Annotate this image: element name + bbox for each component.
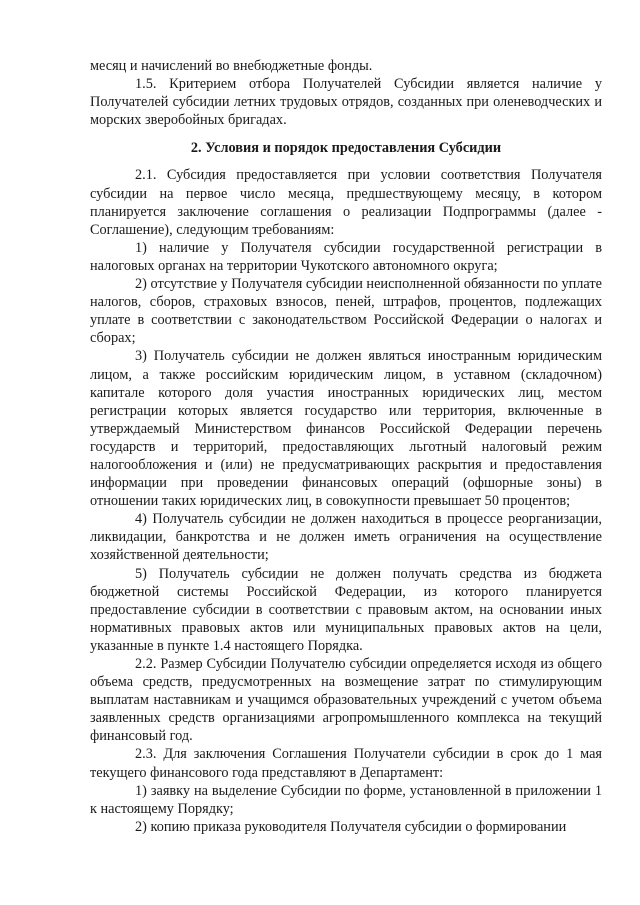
paragraph-2-3-item-2: 2) копию приказа руководителя Получателя субсидии о формировании	[135, 818, 567, 835]
paragraph-continuation: месяц и начислений во внебюджетные фонды.	[90, 58, 373, 74]
paragraph-item-1: 1) наличие у Получателя субсидии государственной регистрации в налоговых органах на территории Чукотского автономного округа;	[90, 239, 602, 274]
document-page	[90, 57, 602, 836]
paragraph-item-2: 2) отсутствие у Получателя субсидии неисполненной обязанности по уплате налогов, сборов, страховых взносов, пеней, штрафов, процентов, подлежащих уплате в соответствии с законодательством Российской Федерации о налогах и сборах;	[90, 276, 602, 347]
paragraph-item-3: 3) Получатель субсидии не должен являться иностранным юридическим лицом, а также российским юридическим лицом, в уставном (складочном) капитале которого доля участия иностранных юридических лиц, местом регистрации которых является государство или территория, включенные в утверждаемый Министерством финансов Российской Федерации перечень государств и территорий, предоставляющих льготный налоговый режим налогообложения и (или) не предусматривающих раскрытия и предоставления информации при проведении финансовых операций (офшорные зоны) в отношении таких юридических лиц, в совокупности превышает 50 процентов;	[90, 348, 602, 510]
paragraph-2-3-item-1: 1) заявку на выделение Субсидии по форме, установленной в приложении 1 к настоящему Порядку;	[90, 782, 602, 817]
paragraph-item-4: 4) Получатель субсидии не должен находиться в процессе реорганизации, ликвидации, банкротства и не должен иметь ограничения на осуществление хозяйственной деятельности;	[90, 511, 602, 564]
paragraph-1-5: 1.5. Критерием отбора Получателей Субсидии является наличие у Получателей субсидии летних трудовых отрядов, созданных при оленеводческих и морских зверобойных бригадах.	[90, 76, 602, 129]
paragraph-2-1: 2.1. Субсидия предоставляется при условии соответствия Получателя субсидии на первое число месяца, предшествующему месяцу, в котором планируется заключение соглашения о реализации Подпрограммы (далее - Соглашение), следующим требованиям:	[90, 167, 602, 238]
section-title: 2. Условия и порядок предоставления Субсидии	[190, 140, 502, 157]
paragraph-item-5: 5) Получатель субсидии не должен получать средства из бюджета бюджетной системы Российской Федерации, из которого планируется предоставление субсидии в соответствии с правовым актом, на основании иных нормативных правовых актов или муниципальных правовых актов на цели, указанные в пункте 1.4 настоящего Порядка.	[90, 565, 602, 654]
paragraph-2-3: 2.3. Для заключения Соглашения Получатели субсидии в срок до 1 мая текущего финансового года представляют в Департамент:	[90, 746, 602, 781]
paragraph-2-2: 2.2. Размер Субсидии Получателю субсидии определяется исходя из общего объема средств, предусмотренных на возмещение затрат по стимулирующим выплатам наставникам и учащимся образовательных учреждений с учетом объема заявленных средств организациями агропромышленного комплекса на текущий финансовый год.	[90, 656, 602, 745]
